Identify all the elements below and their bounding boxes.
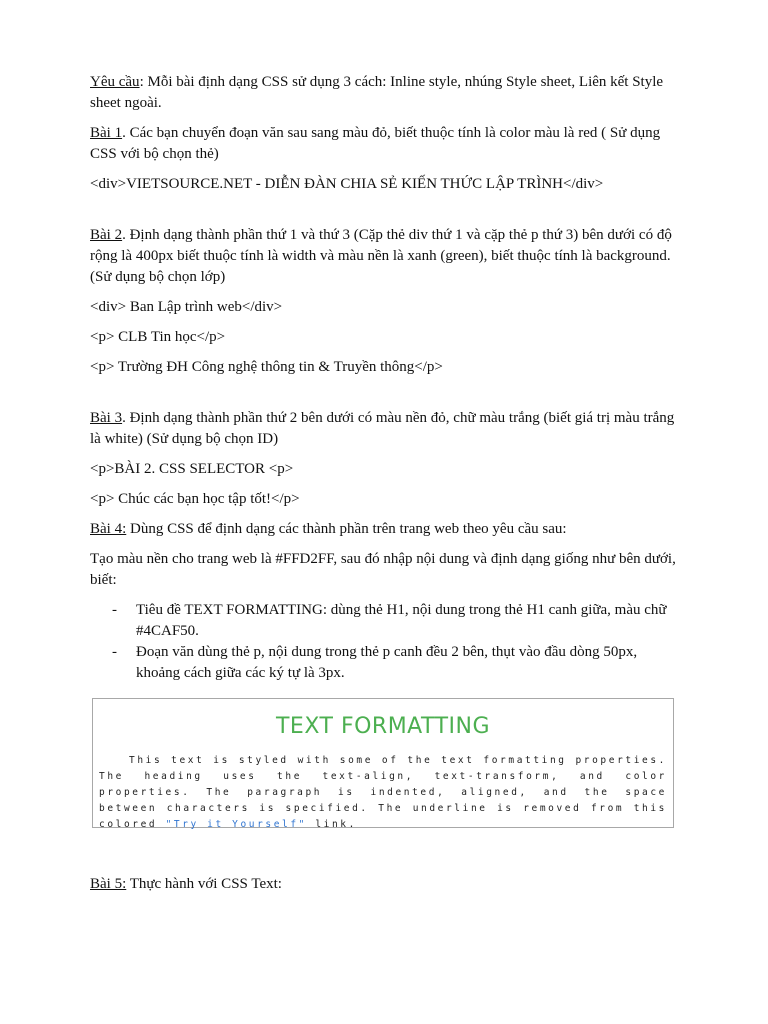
list-item: - Đoạn văn dùng thẻ p, nội dung trong thẻ p canh đều 2 bên, thụt vào đầu dòng 50px, khoảng cách giữa các ký tự là 3px. (136, 642, 678, 684)
text-formatting-demo-box (92, 698, 674, 828)
list-item: - Tiêu đề TEXT FORMATTING: dùng thẻ H1, nội dung trong thẻ H1 canh giữa, màu chữ #4CAF50. (136, 600, 678, 642)
bai5-label: Bài 5: (90, 876, 127, 892)
bai5-paragraph (90, 874, 678, 895)
requirement-paragraph (90, 72, 678, 114)
demo-paragraph (99, 753, 667, 833)
bai5-text: Thực hành với CSS Text: (126, 876, 282, 892)
bai4-paragraph (90, 519, 678, 540)
bai3-paragraph (90, 408, 678, 450)
requirement-text: : Mỗi bài định dạng CSS sử dụng 3 cách: Inline style, nhúng Style sheet, Liên kết Style sheet ngoài. (90, 74, 664, 111)
document-page (90, 72, 678, 904)
bai1-text: . Các bạn chuyển đoạn văn sau sang màu đỏ, biết thuộc tính là color màu là red ( Sử dụng CSS với bộ chọn thẻ) (90, 125, 661, 162)
bai4-bullet-list (90, 600, 678, 684)
spacer (90, 828, 678, 874)
bai3-code-2: <p> Chúc các bạn học tập tốt!</p> (90, 491, 300, 507)
demo-paragraph-text: This text is styled with some of the text formatting properties. The heading uses the text-align, text-transform, and color properties. The paragraph is indented, aligned, and the space between characters is specified. The underline is removed from this colored (99, 755, 667, 830)
bai4-intro: Tạo màu nền cho trang web là #FFD2FF, sau đó nhập nội dung và định dạng giống như bên dưới, biết: (90, 551, 676, 588)
bai2-code-1: <div> Ban Lập trình web</div> (90, 299, 283, 315)
try-it-yourself-link[interactable]: "Try it Yourself" (165, 819, 307, 830)
requirement-label: Yêu cầu (90, 74, 140, 90)
bai3-text: . Định dạng thành phần thứ 2 bên dưới có màu nền đỏ, chữ màu trắng (biết giá trị màu trắng là white) (Sử dụng bộ chọn ID) (90, 410, 675, 447)
spacer (90, 204, 678, 225)
bai4-label: Bài 4: (90, 521, 127, 537)
bai3-code-1: <p>BÀI 2. CSS SELECTOR <p> (90, 461, 294, 477)
bai2-paragraph (90, 225, 678, 288)
bai1-paragraph (90, 123, 678, 165)
bai4-text: Dùng CSS để định dạng các thành phần trên trang web theo yêu cầu sau: (126, 521, 567, 537)
bai2-code-2: <p> CLB Tin học</p> (90, 329, 226, 345)
demo-heading: TEXT FORMATTING (275, 714, 491, 739)
bai1-label: Bài 1 (90, 125, 123, 141)
bai2-label: Bài 2 (90, 227, 123, 243)
bai3-label: Bài 3 (90, 410, 123, 426)
bai2-text: . Định dạng thành phần thứ 1 và thứ 3 (Cặp thẻ div thứ 1 và cặp thẻ p thứ 3) bên dưới có độ rộng là 400px biết thuộc tính là width và màu nền là xanh (green), biết thuộc tính là background. (Sử dụng bộ chọn lớp) (90, 227, 672, 285)
spacer (90, 387, 678, 408)
bai1-code: <div>VIETSOURCE.NET - DIỄN ĐÀN CHIA SẺ KIẾN THỨC LẬP TRÌNH</div> (90, 176, 604, 192)
demo-paragraph-tail: link. (307, 819, 357, 830)
bai2-code-3: <p> Trường ĐH Công nghệ thông tin & Truyền thông</p> (90, 359, 443, 375)
